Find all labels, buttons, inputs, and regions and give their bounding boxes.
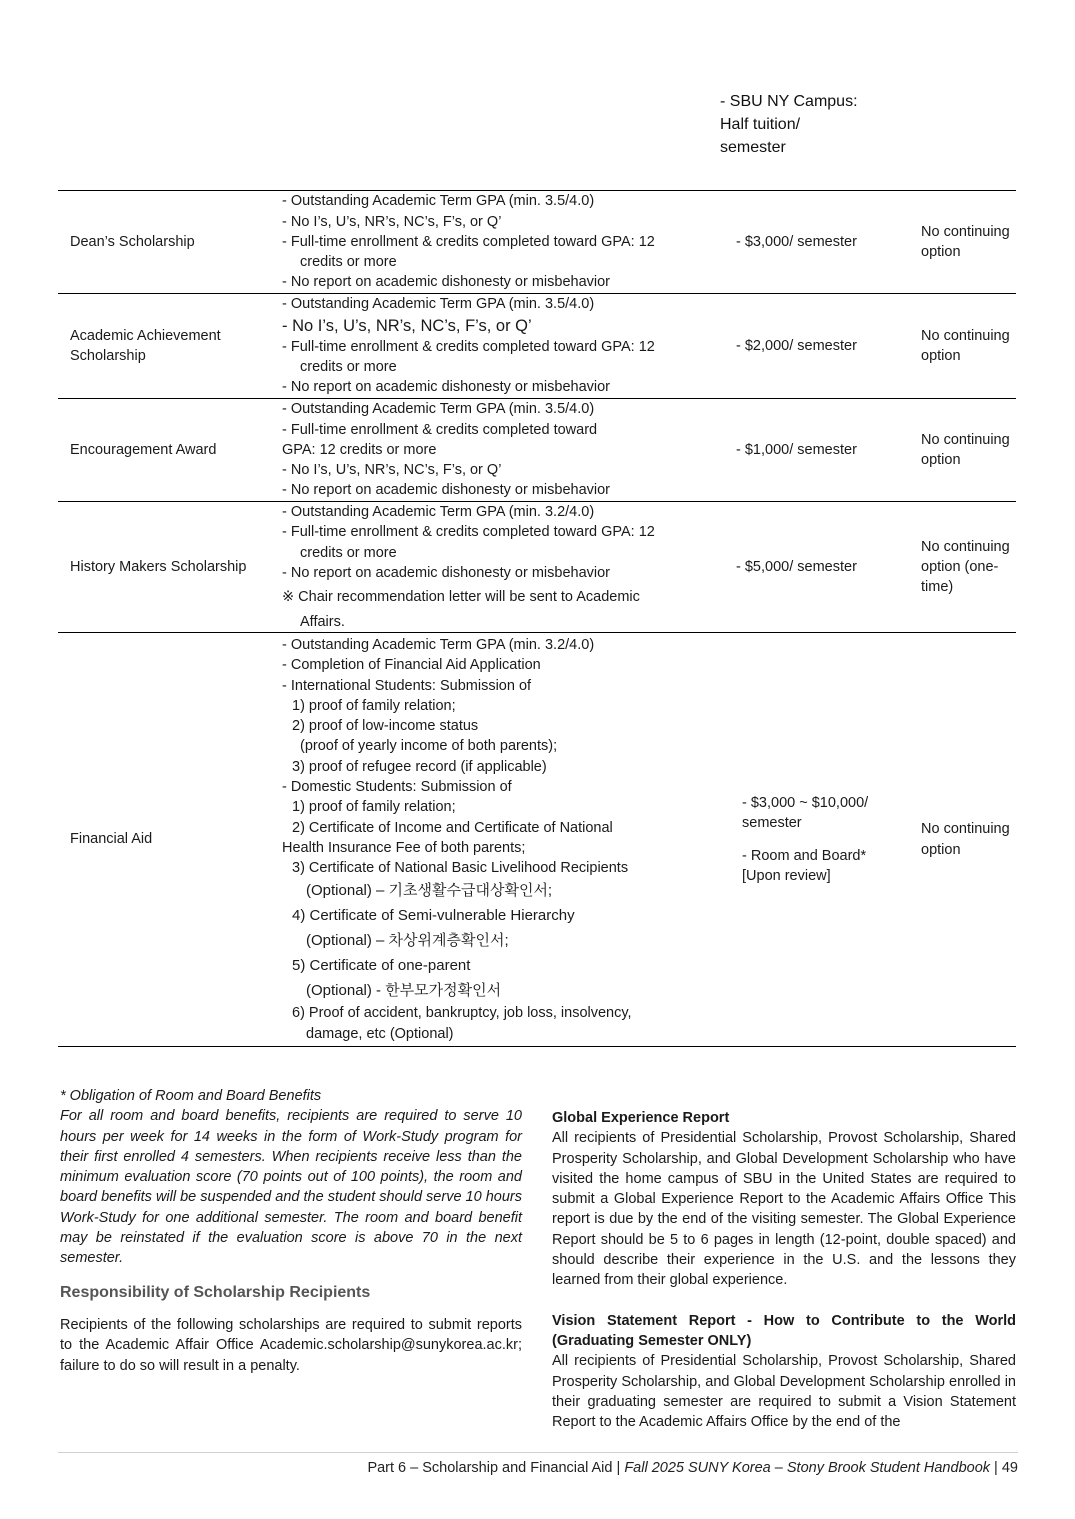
scholarship-name: History Makers Scholarship: [70, 558, 247, 575]
requirement-line: 6) Proof of accident, bankruptcy, job loss, insolvency,: [292, 1005, 632, 1022]
requirement-line: - Outstanding Academic Term GPA (min. 3.5/4.0): [282, 296, 595, 313]
requirement-line: - Full-time enrollment & credits completed toward GPA: 12: [282, 233, 655, 250]
requirement-line: - Completion of Financial Aid Application: [282, 657, 541, 674]
amount-line: - $1,000/ semester: [736, 441, 857, 458]
requirement-line: - Full-time enrollment & credits completed toward: [282, 421, 598, 438]
option-cell: No continuing option: [921, 431, 1010, 468]
global-report-heading: Global Experience Report: [552, 1110, 730, 1126]
requirement-line: Affairs.: [300, 613, 345, 630]
requirement-line: - Domestic Students: Submission of: [282, 779, 512, 795]
footer-handbook-title: Fall 2025 SUNY Korea – Stony Brook Student Handbook: [624, 1460, 991, 1476]
requirement-line: ※ Chair recommendation letter will be sent to Academic: [282, 589, 640, 606]
footer-separator: |: [994, 1460, 998, 1476]
table-row: [58, 633, 1016, 1047]
requirement-line: - No I’s, U’s, NR’s, NC’s, F’s, or Q’: [282, 316, 532, 335]
option-cell: No continuing option: [921, 821, 1010, 858]
requirement-line: (Optional) – 차상위계층확인서;: [306, 932, 509, 950]
requirement-line: 2) Certificate of Income and Certificate of National: [292, 819, 613, 836]
amount-cell: [722, 294, 911, 399]
option-cell: No continuing option: [921, 223, 1010, 260]
requirement-line: (Optional) – 기초생활수급대상확인서;: [306, 882, 553, 900]
requirement-line: - Full-time enrollment & credits completed toward GPA: 12: [282, 338, 655, 355]
amount-line: - $2,000/ semester: [736, 337, 857, 354]
amount-cell: [722, 399, 911, 502]
continued-line: Half tuition/: [720, 116, 801, 133]
option-cell: No continuing option: [921, 327, 1010, 364]
continued-line: semester: [720, 139, 786, 156]
table-row: [58, 502, 1016, 633]
footer-part: Part 6 – Scholarship and Financial Aid: [367, 1460, 613, 1476]
requirement-line: damage, etc (Optional): [306, 1025, 454, 1042]
requirement-line: 4) Certificate of Semi-vulnerable Hierarchy: [292, 907, 575, 925]
requirements-cell: [270, 294, 722, 399]
requirement-line: - Outstanding Academic Term GPA (min. 3.2/4.0): [282, 636, 595, 653]
requirement-line: - No report on academic dishonesty or misbehavior: [282, 565, 611, 581]
obligation-text: For all room and board benefits, recipients are required to serve 10 hours per week for 14 weeks in the form of Work-Study program for their first enrolled 4 semesters. When recipients receive less than the minimum evaluation score (70 points out of 100 points), the room and board benefits will be suspended and the student should serve 10 hours Work-Study for one additional semester. The room and board benefit may be reinstated if the evaluation score is above 70 in the next semester.: [60, 1108, 522, 1267]
requirements-cell: [270, 399, 722, 502]
option-cell: No continuing option (one-time): [921, 538, 1010, 596]
responsibility-heading: Responsibility of Scholarship Recipients: [60, 1283, 371, 1301]
page-footer: [367, 1460, 1018, 1476]
table-row: [58, 399, 1016, 502]
continued-line: - SBU NY Campus:: [720, 93, 858, 110]
requirement-line: - No report on academic dishonesty or misbehavior: [282, 274, 611, 291]
requirement-line: Health Insurance Fee of both parents;: [282, 839, 526, 856]
amount-line: - $3,000 ~ $10,000/ semester: [742, 794, 869, 832]
requirement-line: - Outstanding Academic Term GPA (min. 3.5/4.0): [282, 401, 595, 418]
amount-line: - Room and Board* [Upon review]: [742, 847, 867, 884]
requirement-line: 2) proof of low-income status: [292, 718, 479, 735]
requirement-line: - No report on academic dishonesty or misbehavior: [282, 379, 611, 396]
requirement-line: credits or more: [300, 254, 397, 271]
requirement-line: - No report on academic dishonesty or misbehavior: [282, 482, 611, 499]
requirement-line: - Full-time enrollment & credits completed toward GPA: 12: [282, 524, 655, 541]
requirement-line: - Outstanding Academic Term GPA (min. 3.5/4.0): [282, 193, 595, 210]
table-row: [58, 294, 1016, 399]
amount-line: - $5,000/ semester: [736, 558, 857, 575]
responsibility-text: Recipients of the following scholarships are required to submit reports to the Academic Affair Office Academic.scholarship@sunykorea.ac.kr; failure to do so will result in a penalty.: [60, 1316, 522, 1374]
right-column: [552, 1108, 1016, 1432]
scholarship-table: [58, 190, 1016, 1047]
requirement-line: (Optional) - 한부모가정확인서: [306, 982, 502, 1000]
amount-cell: [722, 633, 911, 1047]
vision-report-heading: Vision Statement Report - How to Contribute to the World (Graduating Semester ONLY): [552, 1312, 1016, 1349]
requirement-line: credits or more: [300, 544, 397, 561]
amount-cell: [722, 502, 911, 633]
footer-rule: [58, 1452, 1018, 1453]
requirement-line: credits or more: [300, 359, 397, 375]
requirement-line: - No I’s, U’s, NR’s, NC’s, F’s, or Q’: [282, 462, 502, 479]
amount-line: - $3,000/ semester: [736, 233, 857, 250]
requirement-line: 5) Certificate of one-parent: [292, 957, 471, 975]
requirement-line: GPA: 12 credits or more: [282, 441, 437, 458]
global-report-text: All recipients of Presidential Scholarship, Provost Scholarship, Shared Prosperity Scholarship, and Global Development Scholarship who have visited the home campus of SBU in the United States are required to submit a Global Experience Report to the Academic Affairs Office This report is due by the end of the visiting semester. The Global Experience Report should be 5 to 6 pages in length (12-point, double spaced) and should describe their experience in the U.S. and the lessons they learned from their global experience.: [552, 1130, 1016, 1289]
scholarship-name: Financial Aid: [70, 831, 153, 848]
scholarship-name: Academic Achievement Scholarship: [70, 327, 221, 364]
left-column: [60, 1086, 522, 1376]
requirement-line: - No I’s, U’s, NR’s, NC’s, F’s, or Q’: [282, 213, 502, 230]
requirement-line: 1) proof of family relation;: [292, 799, 456, 816]
requirement-line: - Outstanding Academic Term GPA (min. 3.2/4.0): [282, 504, 595, 521]
footer-separator: |: [616, 1460, 621, 1476]
requirements-cell: [270, 191, 722, 294]
requirement-line: 1) proof of family relation;: [292, 697, 456, 714]
amount-cell: [722, 191, 911, 294]
vision-report-text: All recipients of Presidential Scholarship, Provost Scholarship, Shared Prosperity Scholarship, and Global Development Scholarship enrolled in their graduating semester are required to submit a Vision Statement Report to the Academic Affairs Office by the end of the: [552, 1353, 1016, 1431]
requirement-line: 3) proof of refugee record (if applicable): [292, 758, 547, 775]
scholarship-name: Dean’s Scholarship: [70, 233, 195, 250]
requirement-line: 3) Certificate of National Basic Livelihood Recipients: [292, 860, 629, 877]
page-number: 49: [1001, 1460, 1018, 1476]
requirements-cell: [270, 502, 722, 633]
table-row: [58, 191, 1016, 294]
requirement-line: (proof of yearly income of both parents);: [300, 738, 558, 755]
scholarship-name: Encouragement Award: [70, 441, 217, 458]
continued-amount-cell: [720, 90, 880, 159]
requirement-line: - International Students: Submission of: [282, 677, 532, 694]
requirements-cell: [270, 633, 722, 1047]
obligation-title: * Obligation of Room and Board Benefits: [60, 1088, 322, 1104]
